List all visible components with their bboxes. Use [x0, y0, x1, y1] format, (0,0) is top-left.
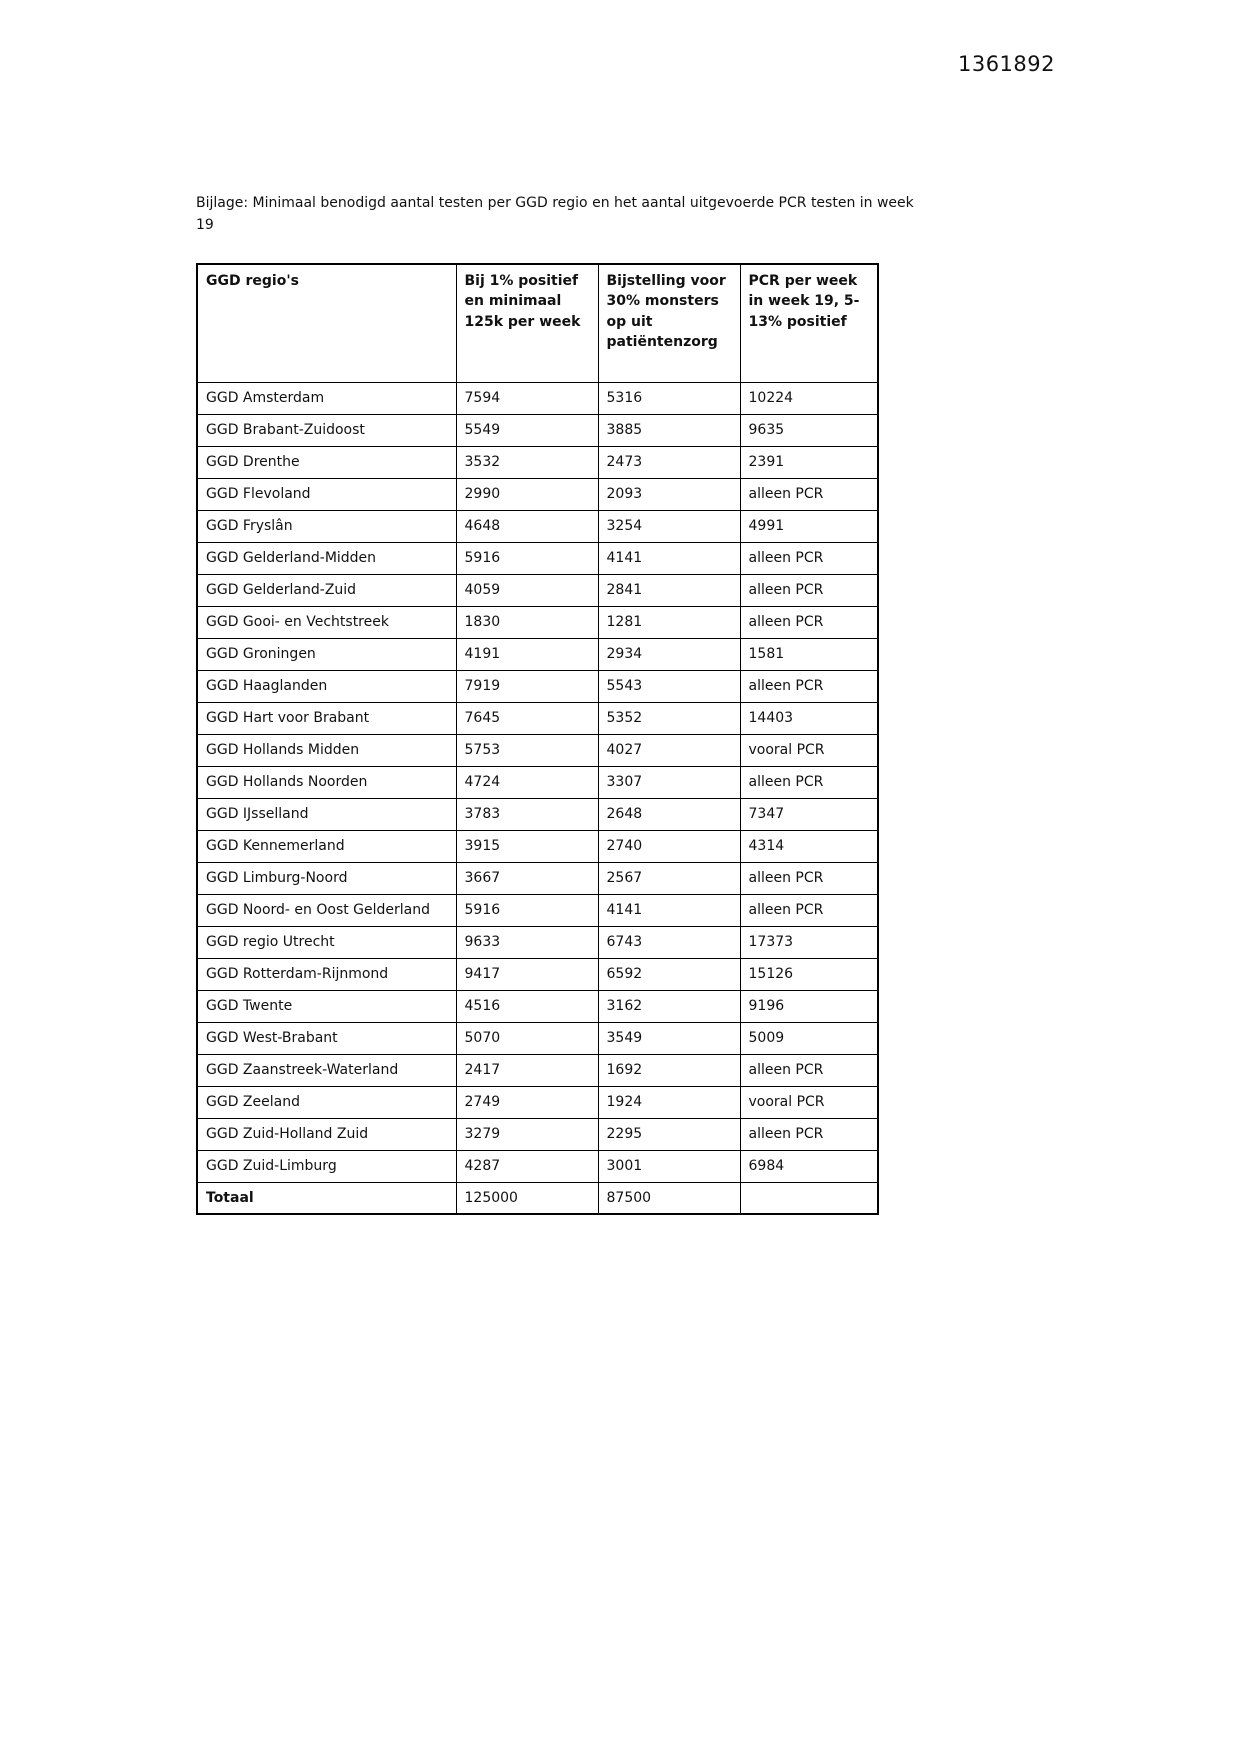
value-cell: 3279	[456, 1118, 598, 1150]
table-row	[197, 638, 878, 670]
value-cell: 7347	[740, 798, 878, 830]
value-cell: 4314	[740, 830, 878, 862]
value-cell: 17373	[740, 926, 878, 958]
region-cell: GGD Zeeland	[197, 1086, 456, 1118]
value-cell: 9196	[740, 990, 878, 1022]
header-min-tests: Bij 1% positief en minimaal 125k per week	[456, 264, 598, 382]
region-cell: GGD West-Brabant	[197, 1022, 456, 1054]
region-cell: GGD regio Utrecht	[197, 926, 456, 958]
region-cell: GGD Amsterdam	[197, 382, 456, 414]
value-cell: 2093	[598, 478, 740, 510]
region-cell: GGD Limburg-Noord	[197, 862, 456, 894]
table-row	[197, 862, 878, 894]
header-adjustment: Bijstelling voor 30% monsters op uit patiëntenzorg	[598, 264, 740, 382]
table-row	[197, 734, 878, 766]
total-adj-cell: 87500	[598, 1182, 740, 1214]
table-header	[197, 264, 878, 382]
value-cell: 2749	[456, 1086, 598, 1118]
region-cell: GGD Flevoland	[197, 478, 456, 510]
value-cell: 9633	[456, 926, 598, 958]
value-cell: 2391	[740, 446, 878, 478]
value-cell: 5916	[456, 542, 598, 574]
value-cell: 4724	[456, 766, 598, 798]
region-cell: GGD Noord- en Oost Gelderland	[197, 894, 456, 926]
region-cell: GGD Fryslân	[197, 510, 456, 542]
value-cell: alleen PCR	[740, 478, 878, 510]
value-cell: alleen PCR	[740, 894, 878, 926]
value-cell: 3162	[598, 990, 740, 1022]
value-cell: 3885	[598, 414, 740, 446]
table-body	[197, 382, 878, 1214]
value-cell: 5753	[456, 734, 598, 766]
table-row	[197, 1022, 878, 1054]
value-cell: 15126	[740, 958, 878, 990]
table-row	[197, 382, 878, 414]
value-cell: 5543	[598, 670, 740, 702]
value-cell: 9417	[456, 958, 598, 990]
value-cell: alleen PCR	[740, 766, 878, 798]
table-row	[197, 926, 878, 958]
region-cell: GGD Gelderland-Midden	[197, 542, 456, 574]
value-cell: 7919	[456, 670, 598, 702]
value-cell: 4141	[598, 894, 740, 926]
value-cell: 1830	[456, 606, 598, 638]
region-cell: GGD Zuid-Limburg	[197, 1150, 456, 1182]
value-cell: 5549	[456, 414, 598, 446]
value-cell: 3783	[456, 798, 598, 830]
value-cell: 10224	[740, 382, 878, 414]
value-cell: 4191	[456, 638, 598, 670]
value-cell: alleen PCR	[740, 1054, 878, 1086]
table-row	[197, 702, 878, 734]
value-cell: 7645	[456, 702, 598, 734]
value-cell: 3254	[598, 510, 740, 542]
value-cell: alleen PCR	[740, 606, 878, 638]
value-cell: alleen PCR	[740, 542, 878, 574]
value-cell: 3667	[456, 862, 598, 894]
table-row	[197, 446, 878, 478]
value-cell: 4991	[740, 510, 878, 542]
table-row	[197, 542, 878, 574]
value-cell: vooral PCR	[740, 734, 878, 766]
value-cell: 2295	[598, 1118, 740, 1150]
value-cell: 1924	[598, 1086, 740, 1118]
page-number: 1361892	[957, 52, 1055, 76]
value-cell: 14403	[740, 702, 878, 734]
region-cell: GGD Hart voor Brabant	[197, 702, 456, 734]
value-cell: 2740	[598, 830, 740, 862]
table-row	[197, 510, 878, 542]
value-cell: alleen PCR	[740, 670, 878, 702]
document-title: Bijlage: Minimaal benodigd aantal testen per GGD regio en het aantal uitgevoerde PCR testen in week 19	[196, 195, 914, 234]
value-cell: 2648	[598, 798, 740, 830]
value-cell: 3549	[598, 1022, 740, 1054]
header-ggd-regios: GGD regio's	[197, 264, 456, 382]
region-cell: GGD Drenthe	[197, 446, 456, 478]
region-cell: GGD Hollands Midden	[197, 734, 456, 766]
value-cell: 9635	[740, 414, 878, 446]
region-cell: GGD Groningen	[197, 638, 456, 670]
region-cell: GGD Hollands Noorden	[197, 766, 456, 798]
value-cell: 4027	[598, 734, 740, 766]
value-cell: 5009	[740, 1022, 878, 1054]
value-cell: 2417	[456, 1054, 598, 1086]
value-cell: 2841	[598, 574, 740, 606]
value-cell: vooral PCR	[740, 1086, 878, 1118]
value-cell: 2473	[598, 446, 740, 478]
value-cell: 5070	[456, 1022, 598, 1054]
value-cell: 4287	[456, 1150, 598, 1182]
value-cell: alleen PCR	[740, 862, 878, 894]
region-cell: GGD IJsselland	[197, 798, 456, 830]
value-cell: 4059	[456, 574, 598, 606]
region-cell: GGD Brabant-Zuidoost	[197, 414, 456, 446]
value-cell: 6592	[598, 958, 740, 990]
value-cell: 1581	[740, 638, 878, 670]
region-cell: GGD Twente	[197, 990, 456, 1022]
total-pcr-cell	[740, 1182, 878, 1214]
value-cell: 2990	[456, 478, 598, 510]
value-cell: 3307	[598, 766, 740, 798]
table-row	[197, 1054, 878, 1086]
region-cell: GGD Zuid-Holland Zuid	[197, 1118, 456, 1150]
table-row	[197, 958, 878, 990]
value-cell: 2934	[598, 638, 740, 670]
region-cell: GGD Zaanstreek-Waterland	[197, 1054, 456, 1086]
region-cell: GGD Gelderland-Zuid	[197, 574, 456, 606]
ggd-test-table	[196, 263, 879, 1215]
table-row	[197, 1150, 878, 1182]
value-cell: 4516	[456, 990, 598, 1022]
value-cell: 3532	[456, 446, 598, 478]
table-row	[197, 830, 878, 862]
region-cell: GGD Kennemerland	[197, 830, 456, 862]
value-cell: alleen PCR	[740, 1118, 878, 1150]
table-row	[197, 990, 878, 1022]
table-row	[197, 606, 878, 638]
table-row	[197, 670, 878, 702]
value-cell: 4141	[598, 542, 740, 574]
total-row	[197, 1182, 878, 1214]
table-row	[197, 414, 878, 446]
value-cell: 5352	[598, 702, 740, 734]
value-cell: 6743	[598, 926, 740, 958]
value-cell: 2567	[598, 862, 740, 894]
total-min-cell: 125000	[456, 1182, 598, 1214]
header-pcr-week: PCR per week in week 19, 5-13% positief	[740, 264, 878, 382]
value-cell: 5316	[598, 382, 740, 414]
table-header-row	[197, 264, 878, 382]
table-row	[197, 574, 878, 606]
value-cell: 6984	[740, 1150, 878, 1182]
table-row	[197, 1118, 878, 1150]
value-cell: 4648	[456, 510, 598, 542]
value-cell: 7594	[456, 382, 598, 414]
region-cell: GGD Haaglanden	[197, 670, 456, 702]
table-row	[197, 766, 878, 798]
table-row	[197, 478, 878, 510]
value-cell: 1281	[598, 606, 740, 638]
table-row	[197, 1086, 878, 1118]
table-row	[197, 894, 878, 926]
value-cell: 3915	[456, 830, 598, 862]
value-cell: 5916	[456, 894, 598, 926]
value-cell: alleen PCR	[740, 574, 878, 606]
value-cell: 1692	[598, 1054, 740, 1086]
table-row	[197, 798, 878, 830]
region-cell: GGD Gooi- en Vechtstreek	[197, 606, 456, 638]
region-cell: GGD Rotterdam-Rijnmond	[197, 958, 456, 990]
total-label-cell: Totaal	[197, 1182, 456, 1214]
value-cell: 3001	[598, 1150, 740, 1182]
